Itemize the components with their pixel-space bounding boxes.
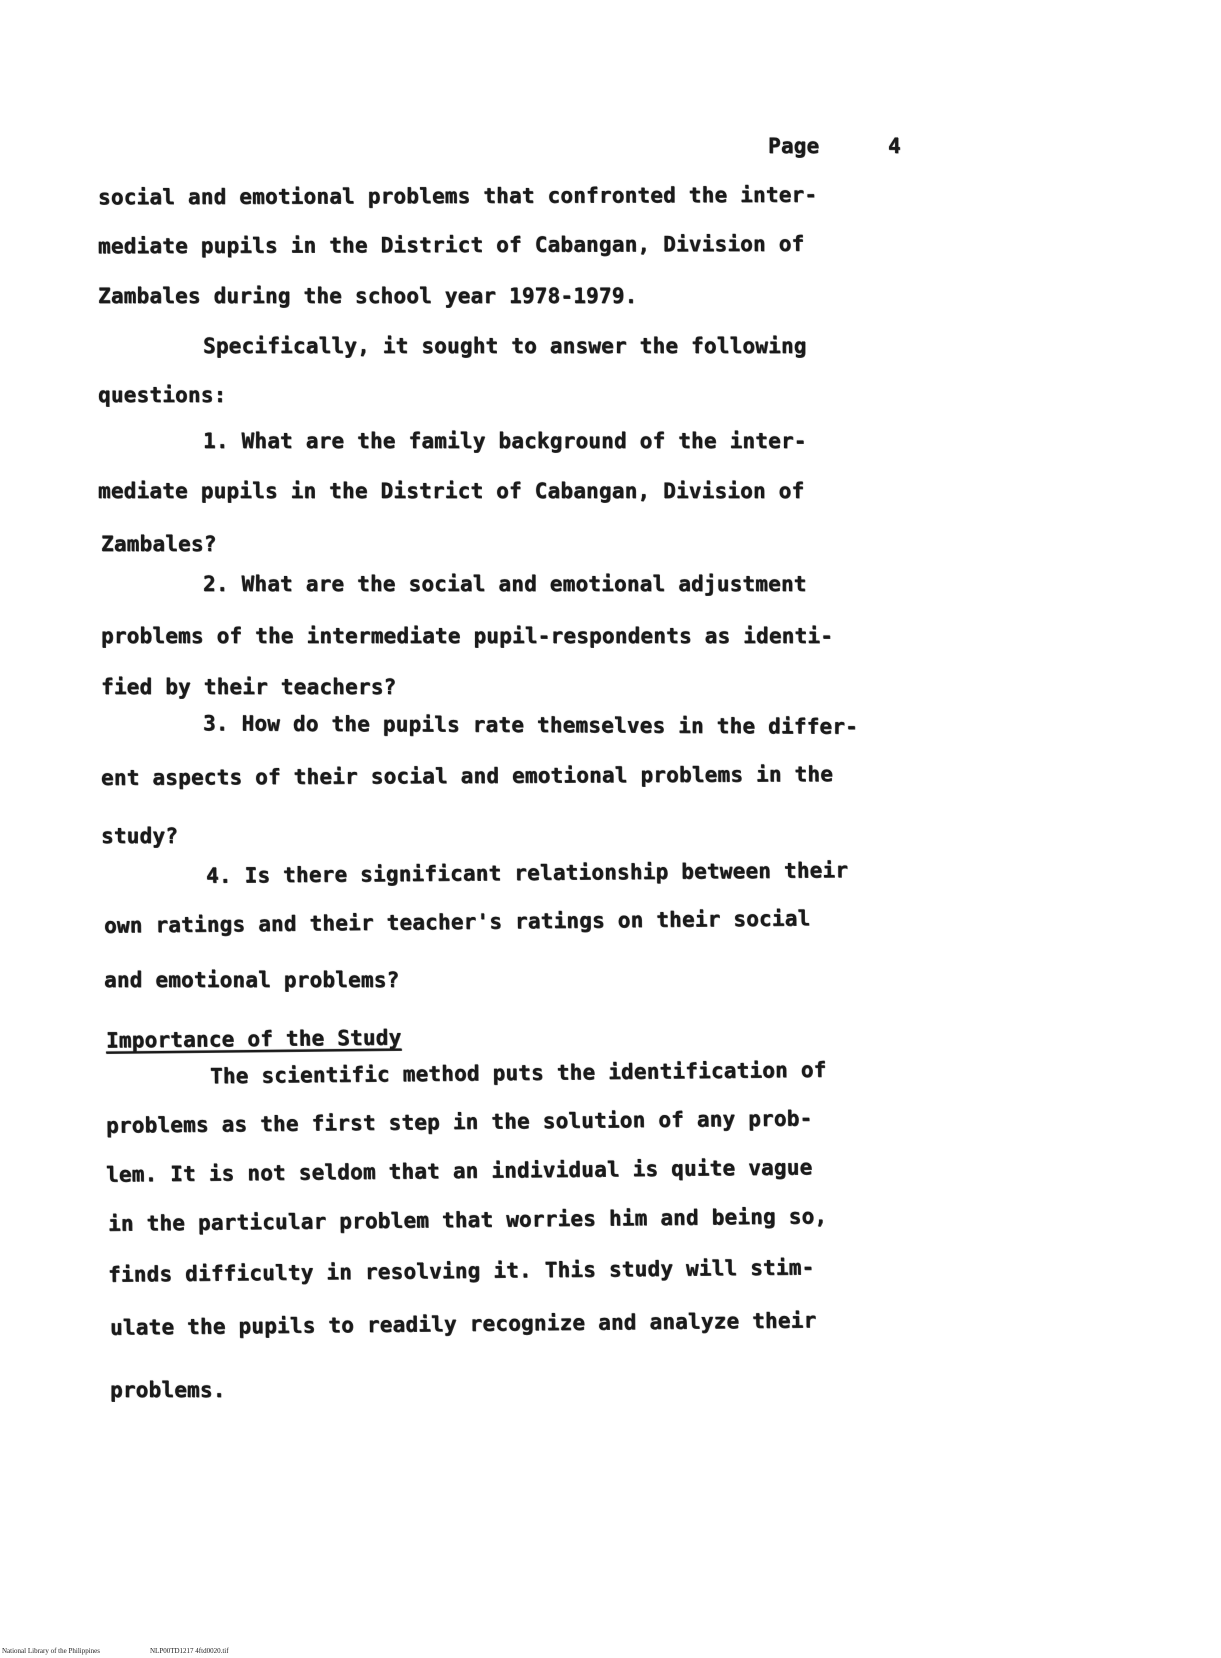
question-line: 1. What are the family background of the inter- — [203, 429, 807, 453]
body-line: lem. It is not seldom that an individual is quite vague — [105, 1155, 813, 1187]
question-line: and emotional problems? — [104, 968, 400, 992]
section-heading: Importance of the Study — [105, 1025, 402, 1053]
page-label: Page — [768, 134, 820, 158]
body-line: Zambales during the school year 1978-1979. — [98, 284, 638, 308]
body-line: social and emotional problems that confronted the inter- — [97, 182, 818, 210]
question-line: study? — [101, 824, 179, 848]
question-line: fied by their teachers? — [101, 675, 397, 699]
footer-filename: NLP00TD1217 4ftd0020.tif — [150, 1647, 229, 1655]
question-line: Zambales? — [101, 532, 217, 556]
body-line: The scientific method puts the identification of — [209, 1057, 827, 1089]
body-line: mediate pupils in the District of Cabangan, Division of — [97, 231, 805, 259]
body-line: questions: — [98, 383, 227, 407]
body-line: finds difficulty in resolving it. This study will stim- — [107, 1255, 815, 1287]
question-line: 2. What are the social and emotional adjustment — [203, 572, 807, 596]
body-line: ulate the pupils to readily recognize and analyze their — [109, 1308, 817, 1340]
question-line: own ratings and their teacher's ratings on their social — [103, 906, 811, 938]
question-line: 4. Is there significant relationship between their — [205, 858, 849, 888]
question-line: mediate pupils in the District of Cabangan, Division of — [98, 479, 805, 503]
body-line: problems. — [110, 1378, 226, 1402]
body-line: in the particular problem that worries him and being so, — [107, 1204, 828, 1236]
question-line: ent aspects of their social and emotional problems in the — [100, 762, 834, 790]
footer-library: National Library of the Philippines — [2, 1647, 100, 1655]
question-line: problems of the intermediate pupil-respondents as identi- — [101, 624, 834, 648]
question-line: 3. How do the pupils rate themselves in the differ- — [202, 711, 859, 739]
page-number: 4 — [888, 134, 901, 158]
body-line: problems as the first step in the solution of any prob- — [105, 1106, 813, 1138]
body-line: Specifically, it sought to answer the following — [203, 334, 807, 358]
